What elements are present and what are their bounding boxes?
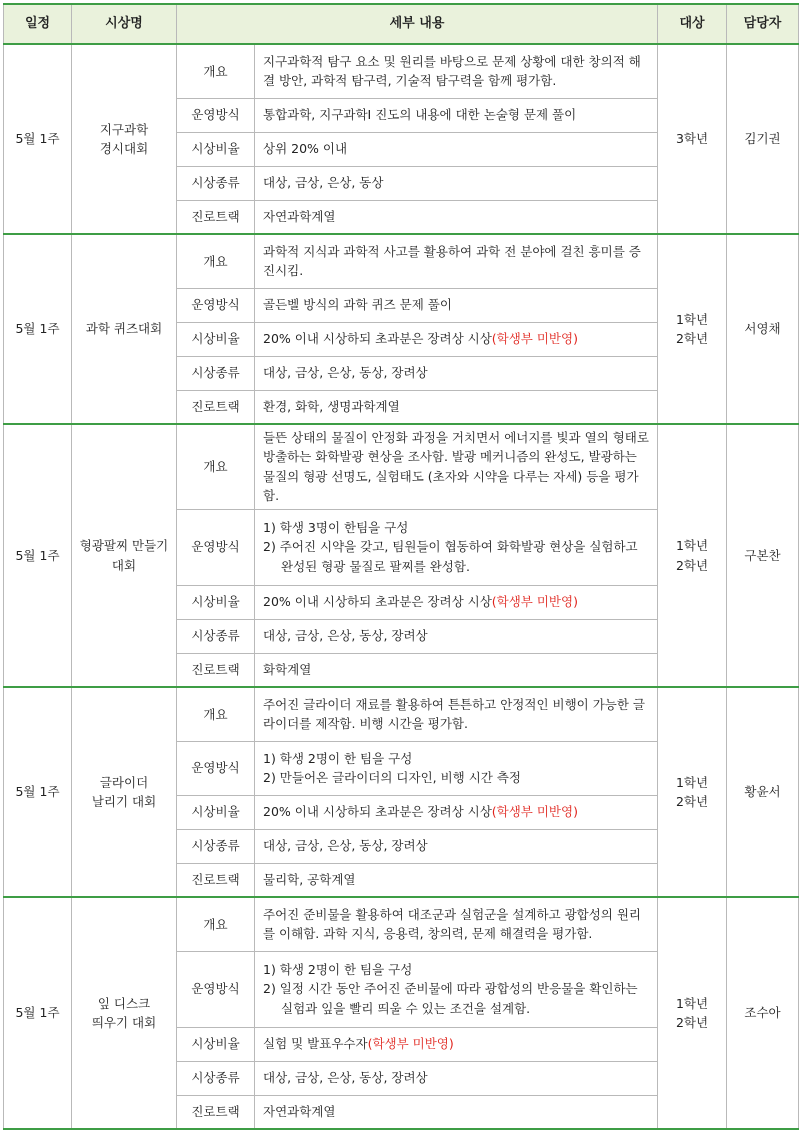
detail-content	[255, 234, 658, 288]
detail-text: 화학계열	[263, 662, 312, 678]
award-schedule-table	[3, 3, 799, 1130]
list-item: 2) 주어진 시약을 갖고, 팀원들이 협동하여 화학발광 현상을 실험하고 완성된 형광 물질로 팔찌를 완성함.	[263, 539, 638, 574]
detail-content	[255, 322, 658, 356]
detail-content	[255, 1095, 658, 1129]
detail-text: 20% 이내 시상하되 초과분은 장려상 시상	[263, 594, 492, 610]
target-grade	[658, 234, 727, 424]
detail-content	[255, 741, 658, 795]
table-row	[4, 234, 799, 288]
detail-text: 통합과학, 지구과학Ⅰ 진도의 내용에 대한 논술형 문제 풀이	[263, 107, 577, 123]
target-grade-line: 1학년	[675, 311, 709, 327]
list-item: 2) 만들어온 글라이더의 디자인, 비행 시간 측정	[263, 770, 521, 785]
target-grade-line: 1학년	[675, 995, 709, 1011]
detail-text: 주어진 준비물을 활용하여 대조군과 실험군을 설계하고 광합성의 원리를 이해함. 과학 지식, 응용력, 창의력, 문제 해결력을 평가함.	[263, 906, 641, 942]
detail-text: 상위 20% 이내	[263, 141, 348, 157]
detail-content	[255, 166, 658, 200]
detail-text: 골든벨 방식의 과학 퀴즈 문제 풀이	[263, 297, 452, 313]
detail-text: 물리학, 공학계열	[263, 872, 356, 888]
detail-content	[255, 829, 658, 863]
detail-text: 환경, 화학, 생명과학계열	[263, 399, 400, 415]
detail-content	[255, 585, 658, 619]
table-row	[4, 687, 799, 741]
detail-label: 시상종류	[177, 829, 255, 863]
detail-content	[255, 795, 658, 829]
award-name-line: 날리기 대회	[91, 794, 157, 809]
list-item: 1) 학생 3명이 한팀을 구성	[263, 519, 409, 535]
table-row	[4, 44, 799, 98]
detail-content	[255, 1027, 658, 1061]
award-name-line: 형광팔찌 만들기	[79, 538, 169, 554]
header-row	[4, 4, 799, 44]
detail-text: 20% 이내 시상하되 초과분은 장려상 시상	[263, 804, 492, 820]
detail-label: 시상종류	[177, 1061, 255, 1095]
award-group	[4, 897, 799, 1129]
header-manager: 담당자	[727, 4, 799, 44]
manager-name: 서영채	[727, 234, 799, 424]
manager-name: 구본찬	[727, 424, 799, 687]
target-grade-line: 2학년	[675, 331, 709, 346]
detail-content	[255, 132, 658, 166]
detail-label: 시상종류	[177, 166, 255, 200]
detail-label: 시상비율	[177, 795, 255, 829]
detail-text: 자연과학계열	[263, 209, 336, 225]
award-name	[72, 424, 177, 687]
detail-content	[255, 687, 658, 741]
list-item: 2) 일정 시간 동안 주어진 준비물에 따라 광합성의 반응물을 확인하는 실험과 잎을 빨리 띄울 수 있는 조건을 설계함.	[263, 981, 638, 1016]
detail-content	[255, 951, 658, 1027]
award-name-line: 경시대회	[99, 141, 149, 156]
detail-content	[255, 509, 658, 585]
event-date: 5월 1주	[4, 44, 72, 234]
detail-content	[255, 1061, 658, 1095]
manager-name: 황윤서	[727, 687, 799, 897]
detail-content	[255, 424, 658, 509]
detail-text: 자연과학계열	[263, 1104, 336, 1120]
detail-label: 운영방식	[177, 509, 255, 585]
detail-label: 개요	[177, 687, 255, 741]
detail-text: 대상, 금상, 은상, 동상, 장려상	[263, 838, 428, 854]
list-item: 1) 학생 2명이 한 팀을 구성	[263, 750, 413, 766]
target-grade-line: 2학년	[675, 794, 709, 809]
table-row	[4, 897, 799, 951]
detail-content	[255, 288, 658, 322]
record-note: (학생부 미반영)	[491, 594, 578, 610]
target-grade-line: 1학년	[675, 538, 709, 554]
detail-content	[255, 356, 658, 390]
detail-content	[255, 897, 658, 951]
detail-label: 개요	[177, 44, 255, 98]
detail-content	[255, 653, 658, 687]
award-group	[4, 44, 799, 234]
detail-text: 20% 이내 시상하되 초과분은 장려상 시상	[263, 331, 492, 347]
target-grade	[658, 44, 727, 234]
header-target: 대상	[658, 4, 727, 44]
header-details: 세부 내용	[177, 4, 658, 44]
award-name	[72, 234, 177, 424]
detail-text: 들뜬 상태의 물질이 안정화 과정을 거치면서 에너지를 빛과 열의 형태로 방출하는 화학발광 현상을 조사함. 발광 메커니즘의 완성도, 발광하는 물질의 형광 선명도, 실험태도 (초자와 시약을 다루는 자세) 등을 평가함.	[263, 430, 649, 504]
detail-text: 실험 및 발표우수자	[263, 1036, 368, 1052]
award-name-line: 잎 디스크	[97, 995, 151, 1011]
detail-label: 운영방식	[177, 98, 255, 132]
award-group	[4, 424, 799, 687]
list-item: 1) 학생 2명이 한 팀을 구성	[263, 961, 413, 977]
header-date: 일정	[4, 4, 72, 44]
event-date: 5월 1주	[4, 687, 72, 897]
detail-text: 과학적 지식과 과학적 사고를 활용하여 과학 전 분야에 걸친 흥미를 증진시킴.	[263, 243, 641, 279]
detail-text: 주어진 글라이더 재료를 활용하여 튼튼하고 안정적인 비행이 가능한 글라이더를 제작함. 비행 시간을 평가함.	[263, 696, 645, 732]
detail-list	[263, 960, 649, 1018]
event-date: 5월 1주	[4, 897, 72, 1129]
award-name	[72, 687, 177, 897]
target-grade	[658, 897, 727, 1129]
detail-text: 대상, 금상, 은상, 동상, 장려상	[263, 1070, 428, 1086]
detail-content	[255, 98, 658, 132]
detail-label: 진로트랙	[177, 1095, 255, 1129]
detail-text: 지구과학적 탐구 요소 및 원리를 바탕으로 문제 상황에 대한 창의적 해결 방안, 과학적 탐구력, 기술적 탐구력을 함께 평가함.	[263, 53, 641, 89]
award-group	[4, 687, 799, 897]
detail-label: 시상비율	[177, 1027, 255, 1061]
detail-content	[255, 44, 658, 98]
detail-content	[255, 200, 658, 234]
detail-content	[255, 863, 658, 897]
award-name-line: 과학 퀴즈대회	[85, 321, 163, 337]
award-name-line: 대회	[111, 557, 137, 573]
target-grade-line: 2학년	[675, 1015, 709, 1030]
manager-name: 김기권	[727, 44, 799, 234]
target-grade	[658, 424, 727, 687]
award-name	[72, 897, 177, 1129]
detail-content	[255, 390, 658, 424]
detail-label: 진로트랙	[177, 863, 255, 897]
detail-text: 대상, 금상, 은상, 동상	[263, 175, 384, 191]
target-grade-line: 1학년	[675, 774, 709, 790]
record-note: (학생부 미반영)	[491, 804, 578, 820]
detail-label: 개요	[177, 234, 255, 288]
detail-text: 대상, 금상, 은상, 동상, 장려상	[263, 628, 428, 644]
target-grade	[658, 687, 727, 897]
award-name-line: 지구과학	[99, 121, 149, 137]
detail-label: 진로트랙	[177, 653, 255, 687]
detail-label: 시상종류	[177, 619, 255, 653]
detail-label: 운영방식	[177, 741, 255, 795]
detail-label: 운영방식	[177, 951, 255, 1027]
award-name	[72, 44, 177, 234]
detail-label: 진로트랙	[177, 200, 255, 234]
detail-label: 시상비율	[177, 585, 255, 619]
detail-label: 운영방식	[177, 288, 255, 322]
record-note: (학생부 미반영)	[491, 331, 578, 347]
detail-label: 개요	[177, 897, 255, 951]
detail-label: 개요	[177, 424, 255, 509]
award-name-line: 글라이더	[99, 774, 149, 790]
award-name-line: 띄우기 대회	[91, 1015, 157, 1030]
event-date: 5월 1주	[4, 234, 72, 424]
header-award-name: 시상명	[72, 4, 177, 44]
target-grade-line: 3학년	[675, 131, 709, 147]
detail-label: 시상종류	[177, 356, 255, 390]
detail-content	[255, 619, 658, 653]
detail-text: 대상, 금상, 은상, 동상, 장려상	[263, 365, 428, 381]
detail-list	[263, 518, 649, 576]
detail-label: 시상비율	[177, 132, 255, 166]
detail-label: 진로트랙	[177, 390, 255, 424]
target-grade-line: 2학년	[675, 557, 709, 573]
detail-list	[263, 749, 649, 788]
award-group	[4, 234, 799, 424]
record-note: (학생부 미반영)	[367, 1036, 454, 1052]
manager-name: 조수아	[727, 897, 799, 1129]
event-date: 5월 1주	[4, 424, 72, 687]
detail-label: 시상비율	[177, 322, 255, 356]
table-row	[4, 424, 799, 509]
